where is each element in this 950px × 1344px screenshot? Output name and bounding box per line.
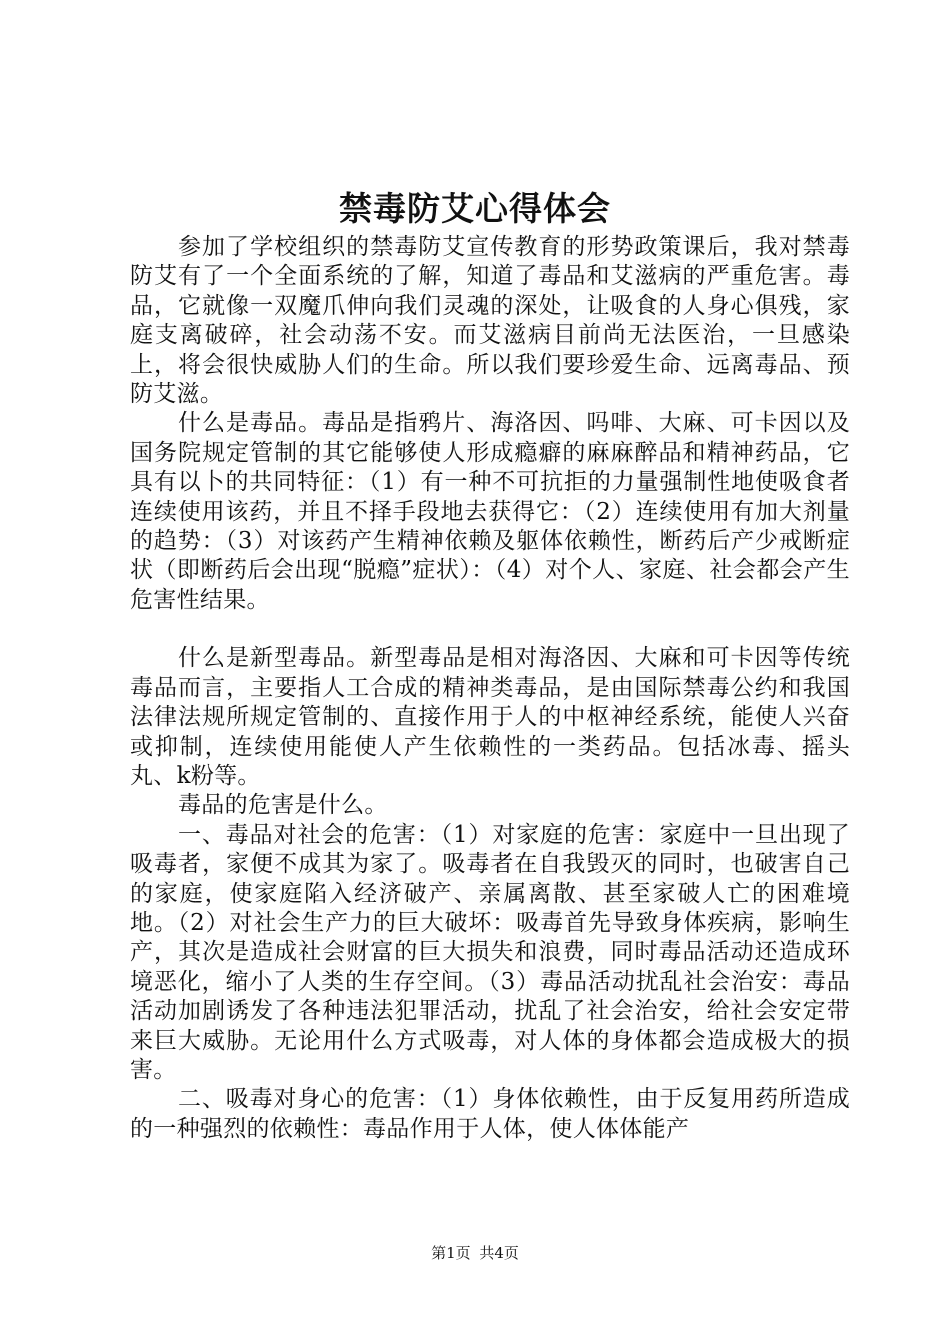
page-number: 第1页 — [431, 1244, 471, 1262]
paragraph-social-harm: 一、毒品对社会的危害：（1）对家庭的危害：家庭中一旦出现了吸毒者，家便不成其为家了。吸毒者在自我毁灭的同时，也破害自己的家庭，使家庭陷入经济破产、亲属离散、甚至家破人亡的困难境地。（2）对社会生产力的巨大破坏：吸毒首先导致身体疾病，影响生产，其次是造成社会财富的巨大损失和浪费，同时毒品活动还造成环境恶化，缩小了人类的生存空间。（3）毒品活动扰乱社会治安：毒品活动加剧诱发了各种违法犯罪活动，扰乱了社会治安，给社会安定带来巨大威胁。无论用什么方式吸毒，对人体的身体都会造成极大的损害。 — [130, 821, 850, 1083]
paragraph-new-drugs: 什么是新型毒品。新型毒品是相对海洛因、大麻和可卡因等传统毒品而言，主要指人工合成的精神类毒品，是由国际禁毒公约和我国法律法规所规定管制的、直接作用于人的中枢神经系统，能使人兴奋或抑制，连续使用能使人产生依赖性的一类药品。包括冰毒、摇头丸、k粉等。 — [130, 645, 850, 789]
paragraph-intro: 参加了学校组织的禁毒防艾宣传教育的形势政策课后，我对禁毒防艾有了一个全面系统的了解，知道了毒品和艾滋病的严重危害。毒品，它就像一双魔爪伸向我们灵魂的深处，让吸食的人身心俱残，家庭支离破碎，社会动荡不安。而艾滋病目前尚无法医治，一旦感染上，将会很快威胁人们的生命。所以我们要珍爱生命、远离毒品、预防艾滋。 — [130, 234, 850, 408]
document-body — [130, 233, 850, 1144]
paragraph-what-is-drug: 什么是毒品。毒品是指鸦片、海洛因、吗啡、大麻、可卡因以及国务院规定管制的其它能够使人形成瘾癖的麻麻醉品和精神药品，它具有以卜的共同特征：（1）有一种不可抗拒的力量强制性地使吸食者连续使用该药，并且不择手段地去获得它：（2）连续使用有加大剂量的趋势：（3）对该药产生精神依赖及躯体依赖性，断药后产少戒断症状（即断药后会出现“脱瘾”症状）：（4）对个人、家庭、社会都会产生危害性结果。 — [130, 410, 850, 613]
document-title: 禁毒防艾心得体会 — [339, 189, 611, 228]
page-footer — [0, 1243, 950, 1263]
paragraph-body-harm: 二、吸毒对身心的危害：（1）身体依赖性，由于反复用药所造成的一种强烈的依赖性：毒品作用于人体，使人体体能产 — [130, 1086, 850, 1142]
paragraph-harm-heading: 毒品的危害是什么。 — [178, 792, 388, 819]
page-total: 共4页 — [479, 1244, 519, 1262]
